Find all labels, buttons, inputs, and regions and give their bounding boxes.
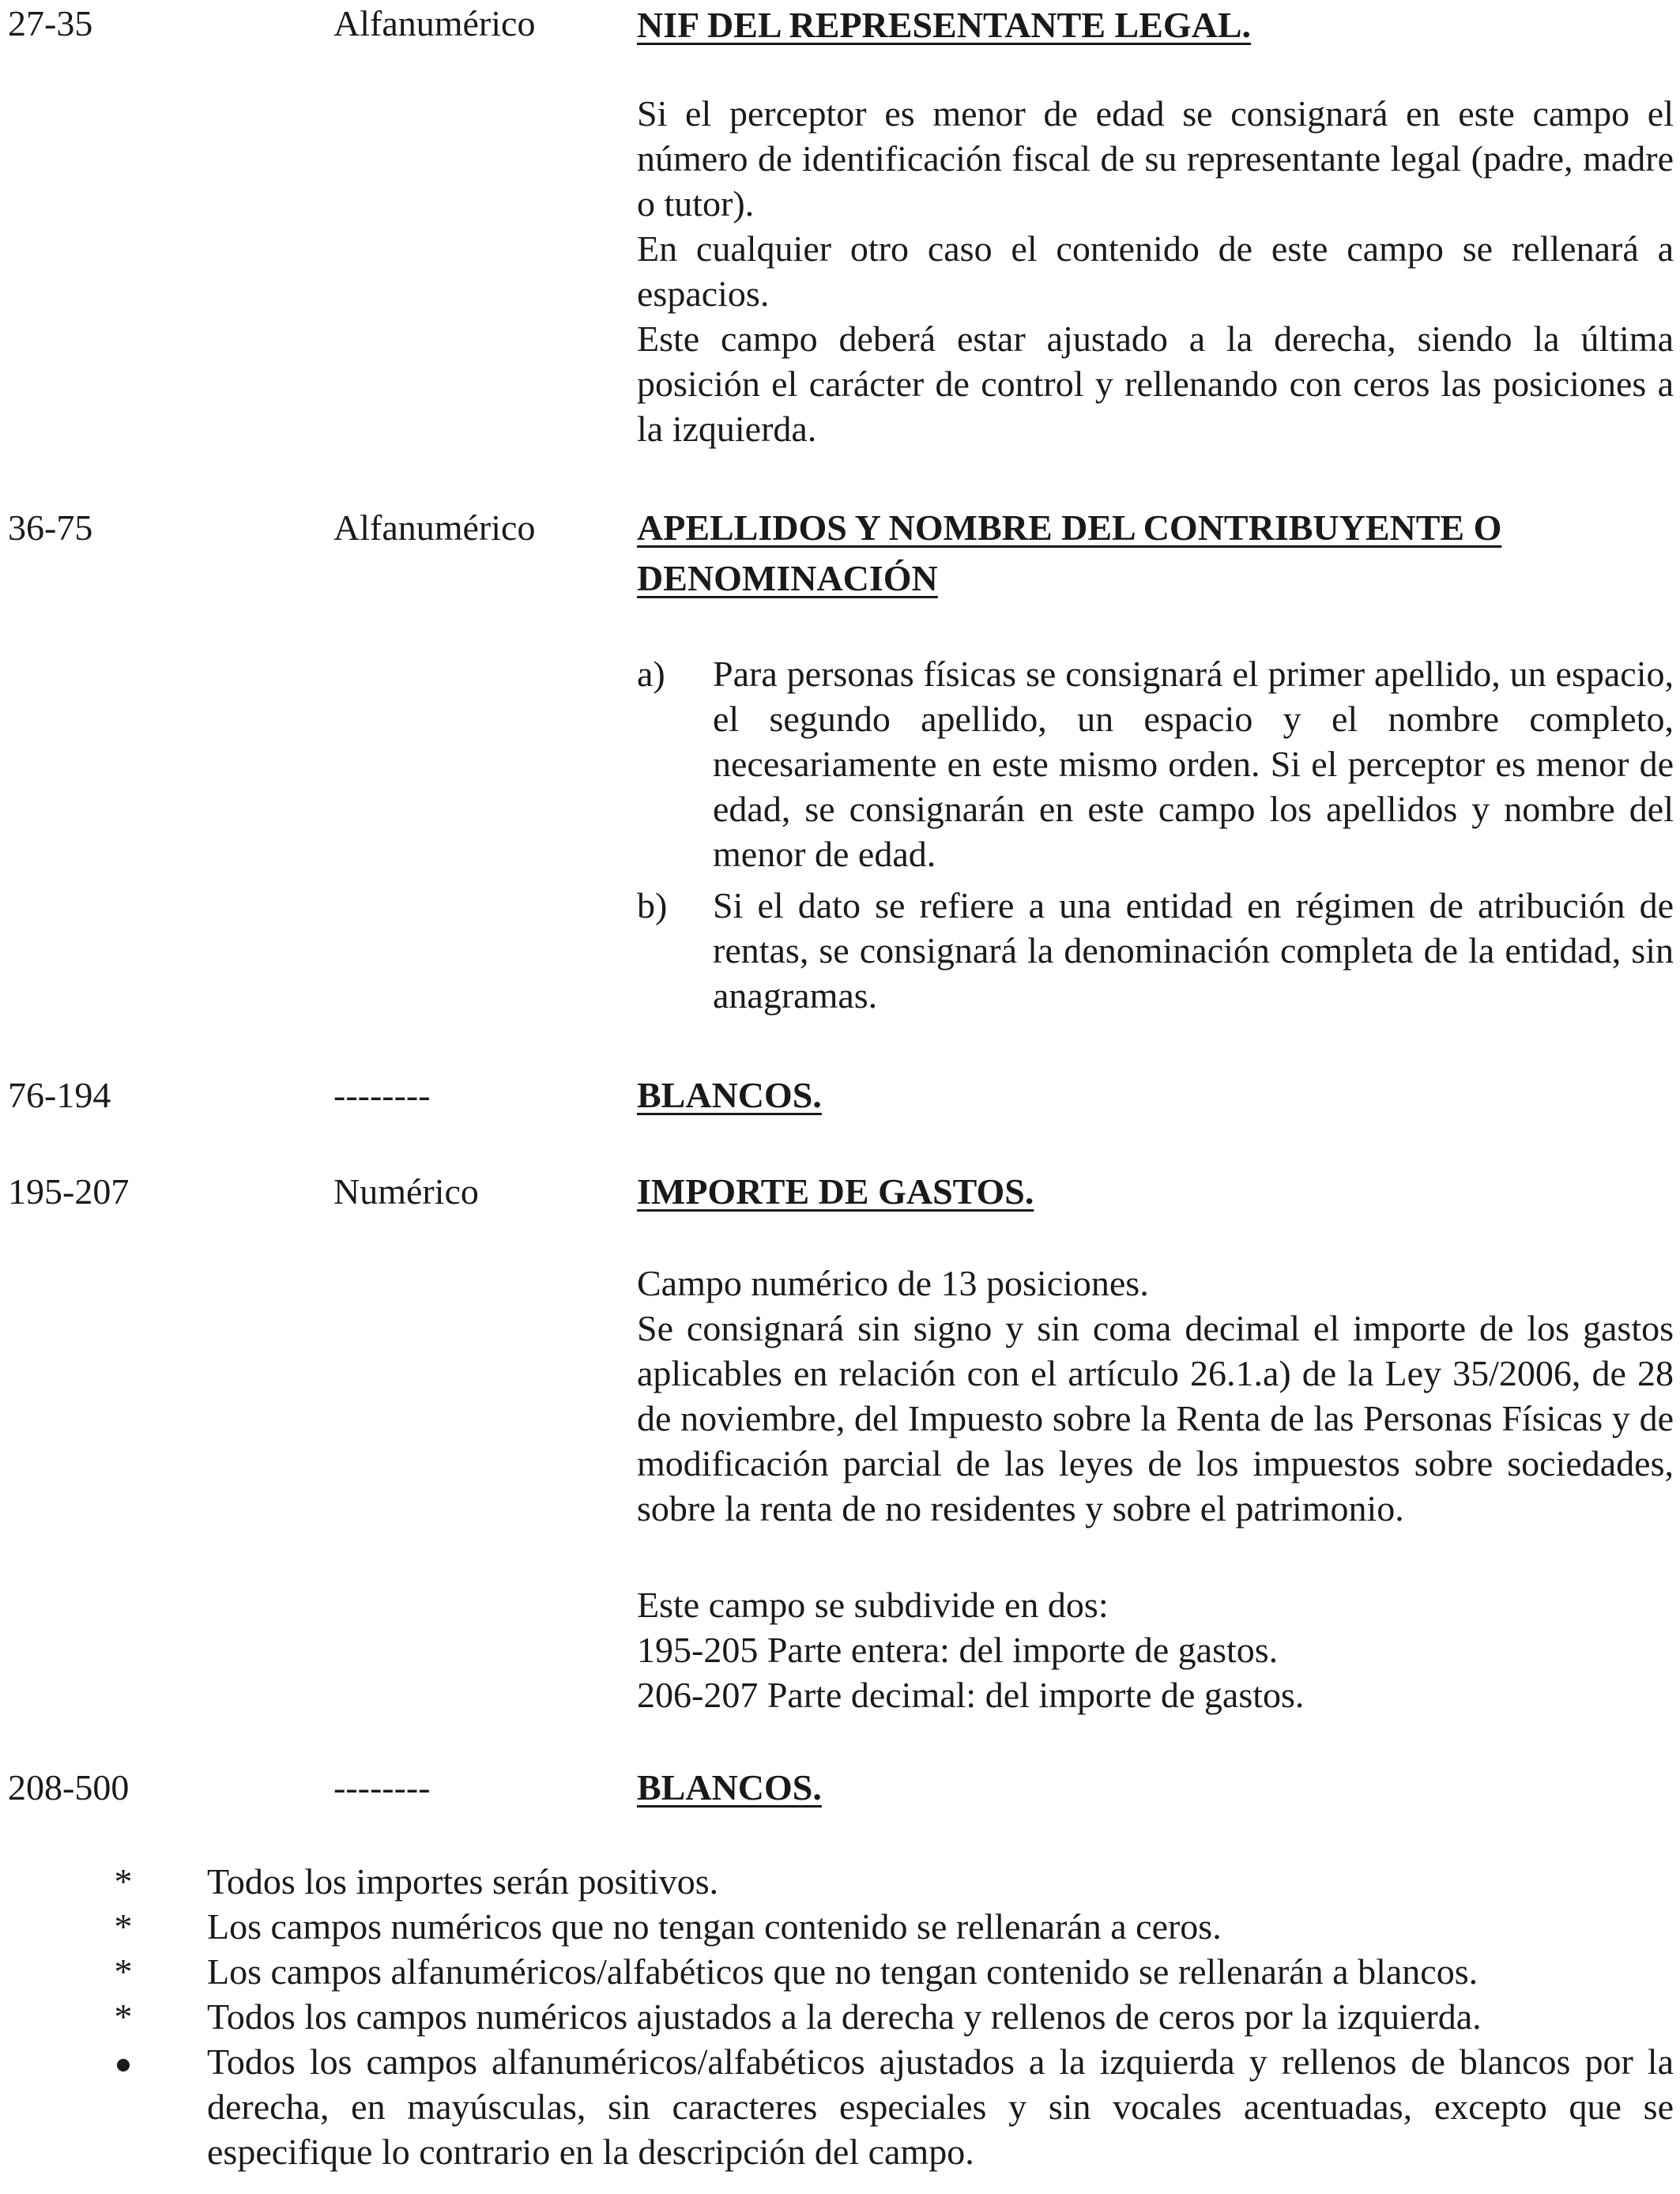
row-positions: 76-194 — [8, 1075, 111, 1115]
list-item-label: b) — [637, 885, 668, 925]
note-asterisk: * — [114, 1996, 133, 2037]
note-asterisk: * — [114, 1906, 133, 1947]
row-title: NIF DEL REPRESENTANTE LEGAL. — [637, 5, 1252, 45]
row-title: BLANCOS. — [637, 1075, 822, 1115]
bullet-dot-icon — [107, 2039, 139, 2084]
note-text: Todos los importes serán positivos. — [207, 1861, 719, 1902]
row-positions: 27-35 — [8, 3, 93, 43]
note-text: Todos los campos numéricos ajustados a la derecha y rellenos de ceros por la izquierda. — [207, 1996, 1482, 2037]
note-text: Todos los campos alfanuméricos/alfabéticos ajustados a la izquierda y rellenos de blancos por la derecha, en mayúsculas, sin caracteres especiales y sin vocales acentuadas, excepto que se especifique lo contrario en la descripción del campo. — [207, 2041, 1674, 2172]
row-type: Alfanumérico — [333, 3, 536, 43]
row-paragraph: Si el perceptor es menor de edad se consignará en este campo el número de identificación fiscal de su representante legal (padre, madre o tutor). — [637, 93, 1674, 224]
row-title: APELLIDOS Y NOMBRE DEL CONTRIBUYENTE O DENOMINACIÓN — [637, 507, 1502, 598]
row-paragraph: Este campo se subdivide en dos: — [637, 1585, 1109, 1625]
note-text: Los campos alfanuméricos/alfabéticos que no tengan contenido se rellenarán a blancos. — [207, 1951, 1478, 1992]
row-positions: 195-207 — [8, 1171, 130, 1212]
note-asterisk: * — [114, 1951, 133, 1992]
note-asterisk: * — [114, 1861, 133, 1902]
row-type: Numérico — [333, 1171, 479, 1212]
row-title: BLANCOS. — [637, 1767, 822, 1808]
list-item-text: Para personas físicas se consignará el primer apellido, un espacio, el segundo apellido, un espacio y el nombre completo, necesariamente en este mismo orden. Si el perceptor es menor de edad, se consignarán en este campo los apellidos y nombre del menor de edad. — [713, 654, 1674, 874]
row-paragraph: En cualquier otro caso el contenido de este campo se rellenará a espacios. — [637, 228, 1674, 314]
row-paragraph: 206-207 Parte decimal: del importe de gastos. — [637, 1675, 1305, 1715]
row-type: -------- — [333, 1767, 431, 1808]
row-paragraph: 195-205 Parte entera: del importe de gastos. — [637, 1630, 1279, 1670]
row-positions: 208-500 — [8, 1767, 130, 1808]
list-item-text: Si el dato se refiere a una entidad en régimen de atribución de rentas, se consignará la denominación completa de la entidad, sin anagramas. — [713, 885, 1674, 1016]
row-type: Alfanumérico — [333, 507, 536, 548]
row-paragraph: Campo numérico de 13 posiciones. — [637, 1263, 1149, 1303]
note-text: Los campos numéricos que no tengan contenido se rellenarán a ceros. — [207, 1906, 1222, 1947]
row-paragraph: Se consignará sin signo y sin coma decimal el importe de los gastos aplicables en relación con el artículo 26.1.a) de la Ley 35/2006, de 28 de noviembre, del Impuesto sobre la Renta de las Personas Físicas y de modificación parcial de las leyes de los impuestos sobre sociedades, sobre la renta de no residentes y sobre el patrimonio. — [637, 1308, 1674, 1529]
row-type: -------- — [333, 1075, 431, 1115]
row-positions: 36-75 — [8, 507, 93, 548]
list-item-label: a) — [637, 654, 665, 694]
row-paragraph: Este campo deberá estar ajustado a la derecha, siendo la última posición el carácter de control y rellenando con ceros las posiciones a la izquierda. — [637, 319, 1674, 449]
row-title: IMPORTE DE GASTOS. — [637, 1171, 1034, 1212]
